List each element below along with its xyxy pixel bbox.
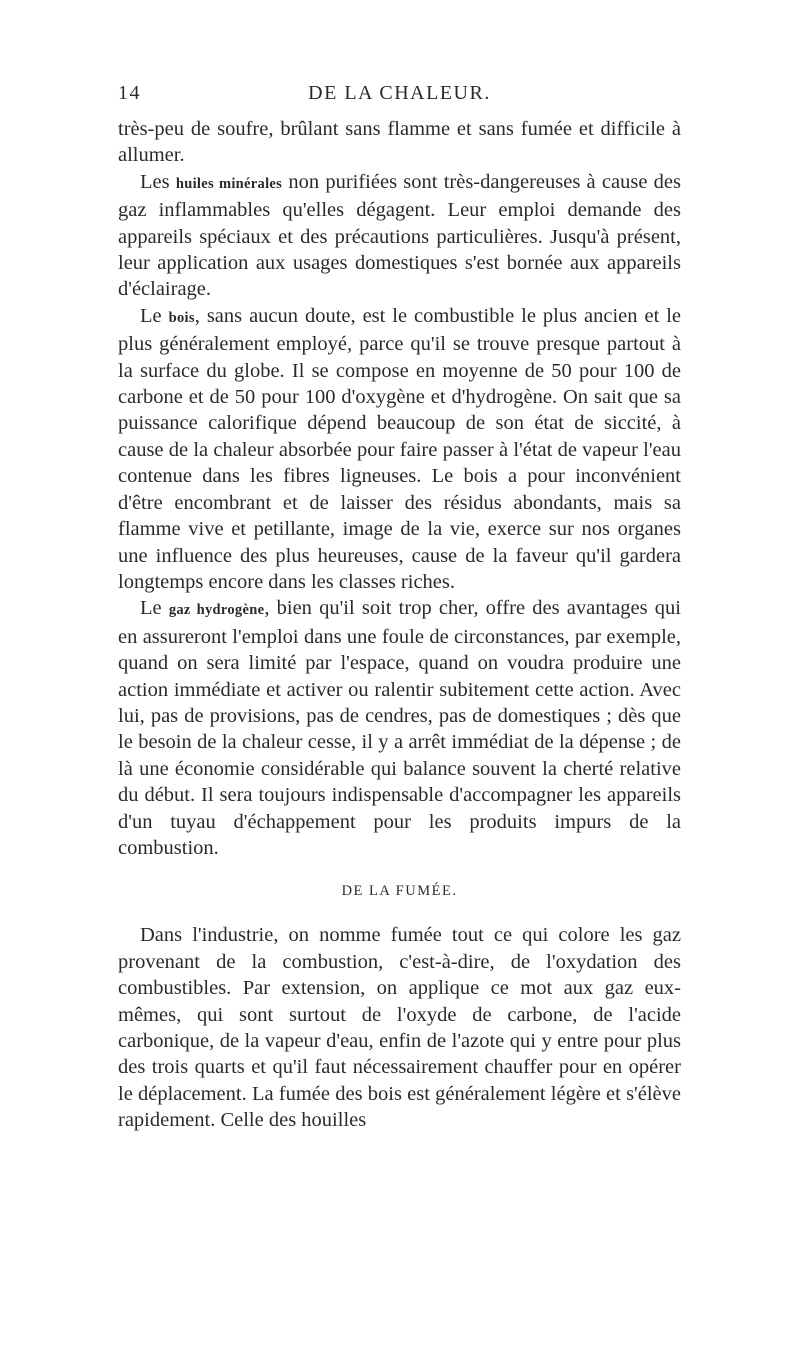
page-header: [118, 82, 681, 112]
paragraph-lead: Les: [140, 170, 176, 193]
page-number: 14: [118, 82, 141, 104]
paragraph-huiles-minerales: [118, 169, 681, 303]
paragraph-lead: Le: [140, 304, 169, 327]
paragraph-text: , sans aucun doute, est le combustible le plus ancien et le plus généralement employé, parce qu'il se trouve presque partout à la surface du globe. Il se compose en moyenne de 50 pour 100 de carbone et de 50 pour 100 d'oxygène et d'hydrogène. On sait que sa puissance calorifique dépend beaucoup de son état de siccité, à cause de la chaleur absorbée pour faire passer à l'état de vapeur l'eau contenue dans les fibres ligneuses. Le bois a pour inconvénient d'être encombrant et de laisser des résidus abondants, mais sa flamme vive et petillante, image de la vie, exerce sur nos organes une influence des plus heureuses, cause de la faveur qu'il gardera longtemps encore dans les classes riches.: [118, 304, 682, 593]
paragraph-continuation: [118, 116, 681, 169]
paragraph-text: Dans l'industrie, on nomme fumée tout ce qui colore les gaz provenant de la combustion, c'est-à-dire, de l'oxydation des combustibles. Par extension, on applique ce mot aux gaz eux-mêmes, qui sont surtout de l'oxyde de carbone, de l'acide carbonique, de la vapeur d'eau, enfin de l'azote qui y entre pour plus des trois quarts et qu'il faut nécessairement chauffer pour en opérer le déplacement. La fumée des bois est généralement légère et s'élève rapidement. Celle des houilles: [118, 924, 681, 1132]
paragraph-text: non purifiées sont très-dangereuses à cause des gaz inflammables qu'elles dégagent. Leur emploi demande des appareils spéciaux et des précautions particulières. Jusqu'à présent, leur application aux usages domestiques s'est bornée aux appareils d'éclairage.: [118, 170, 682, 301]
body-text: [118, 116, 681, 1134]
section-title: DE LA FUMÉE.: [341, 883, 458, 900]
paragraph-gaz-hydrogene: [118, 595, 681, 861]
keyword-gaz-hydrogene: gaz hydrogène: [168, 602, 265, 619]
paragraph-lead: Le: [140, 597, 169, 620]
paragraph-text: , bien qu'il soit trop cher, offre des avantages qui en assureront l'emploi dans une foule de circonstances, par exemple, quand on sera limité par l'espace, quand on voudra produire une action immédiate et activer ou ralentir subitement cette action. Avec lui, pas de provisions, pas de cendres, pas de domestiques ; dès que le besoin de la chaleur cesse, il y a arrêt immédiat de la dépense ; de là une économie considérable qui balance souvent la cherté relative du début. Il sera toujours indispensable d'accompagner les appareils d'un tuyau d'échappement pour les produits impurs de la combustion.: [118, 597, 682, 859]
paragraph-fumee: [118, 922, 681, 1133]
paragraph-bois: [118, 303, 681, 595]
keyword-bois: bois: [168, 309, 195, 326]
keyword-huiles-minerales: huiles minérales: [175, 175, 283, 192]
paragraph-text: très-peu de soufre, brûlant sans flamme et sans fumée et difficile à allumer.: [118, 118, 681, 167]
running-title: DE LA CHALEUR.: [308, 82, 491, 104]
